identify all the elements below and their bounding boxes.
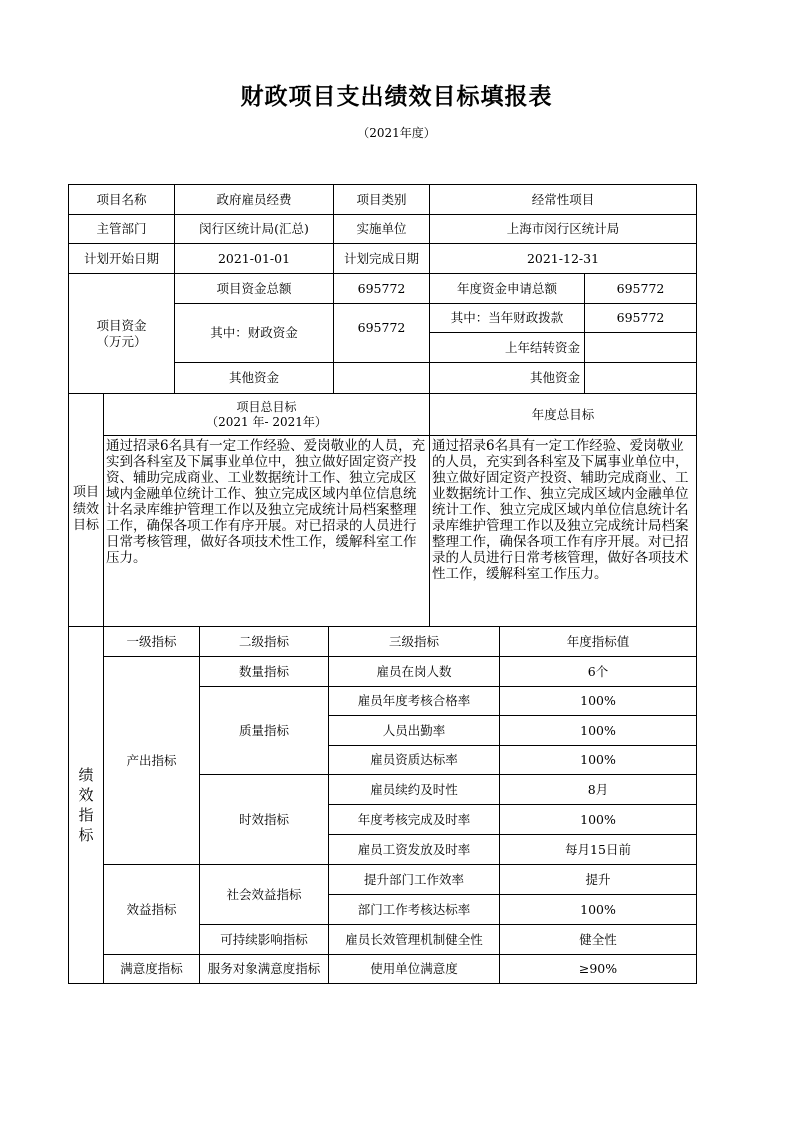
form-year: （2021年度） <box>357 126 436 140</box>
funds-fiscal-label: 其中：财政资金 <box>174 303 333 362</box>
level3-row: 雇员长效管理机制健全性 <box>328 924 499 954</box>
value-row: 6个 <box>499 656 696 686</box>
impl-value: 上海市闵行区统计局 <box>429 214 696 243</box>
level3-row: 雇员工资发放及时率 <box>328 834 499 864</box>
value-row: 100% <box>499 686 696 715</box>
annual-goal-text: 通过招录6名具有一定工作经验、爱岗敬业的人员，充实到各科室及下属事业单位中，独立做好固定资产投资、辅助完成商业、工业数据统计工作、独立完成区域内金融单位统计工作、独立完成区域内单位信息统计名录库维护管理工作以及独立完成统计局档案整理工作，确保各项工作有序开展。对已招录的人员进行日常考核管理，做好各项技术性工作，缓解科室工作压力。 <box>432 438 689 582</box>
funds-current-alloc-value: 695772 <box>584 303 696 332</box>
value-row: ≥90% <box>499 954 696 983</box>
start-date-value: 2021-01-01 <box>174 243 333 273</box>
funds-carryover-value <box>584 332 696 362</box>
table-bottom-border <box>68 983 697 984</box>
header-value: 年度指标值 <box>499 626 696 656</box>
header-level3: 三级指标 <box>328 626 499 656</box>
value-row: 每月15日前 <box>499 834 696 864</box>
value-row: 100% <box>499 745 696 774</box>
overall-goal-text: 通过招录6名具有一定工作经验、爱岗敬业的人员，充实到各科室及下属事业单位中，独立做好固定资产投资、辅助完成商业、工业数据统计工作、独立完成区域内金融单位统计工作、独立完成区域内单位信息统计名录库维护管理工作以及独立完成统计局档案整理工作，确保各项工作有序开展。对已招录的人员进行日常考核管理，做好各项技术性工作，缓解科室工作压力。 <box>106 438 426 566</box>
overall-goal-label: 项目总目标 （2021 年- 2021年） <box>103 393 429 435</box>
funds-total-label: 项目资金总额 <box>174 273 333 303</box>
level1-satisfaction: 满意度指标 <box>103 954 199 983</box>
overall-goal-cell <box>103 435 429 626</box>
level3-row: 年度考核完成及时率 <box>328 804 499 834</box>
funds-total-value: 695772 <box>333 273 429 303</box>
level3-row: 雇员续约及时性 <box>328 774 499 804</box>
level2-quantity: 数量指标 <box>199 656 328 686</box>
value-row: 健全性 <box>499 924 696 954</box>
funds-carryover-label: 上年结转资金 <box>429 332 584 362</box>
funds-other-value <box>333 362 429 393</box>
goals-section-label: 项目 绩效 目标 <box>68 393 103 626</box>
level2-sustainability: 可持续影响指标 <box>199 924 328 954</box>
level3-row: 雇员资质达标率 <box>328 745 499 774</box>
funds-annual-value: 695772 <box>584 273 696 303</box>
end-date-label: 计划完成日期 <box>333 243 429 273</box>
level3-row: 雇员在岗人数 <box>328 656 499 686</box>
level2-quality: 质量指标 <box>199 686 328 774</box>
value-row: 100% <box>499 894 696 924</box>
value-row: 100% <box>499 715 696 745</box>
form-title: 财政项目支出绩效目标填报表 <box>240 84 553 110</box>
funds-other2-label: 其他资金 <box>429 362 584 393</box>
start-date-label: 计划开始日期 <box>68 243 174 273</box>
project-type-label: 项目类别 <box>333 184 429 214</box>
funds-current-alloc-label: 其中：当年财政拨款 <box>429 303 584 332</box>
level3-row: 使用单位满意度 <box>328 954 499 983</box>
project-type-value: 经常性项目 <box>429 184 696 214</box>
funds-other2-value <box>584 362 696 393</box>
funds-section-label: 项目资金 （万元） <box>68 273 174 393</box>
level2-social-benefit: 社会效益指标 <box>199 864 328 924</box>
level3-row: 人员出勤率 <box>328 715 499 745</box>
level3-row: 部门工作考核达标率 <box>328 894 499 924</box>
value-row: 8月 <box>499 774 696 804</box>
annual-goal-label: 年度总目标 <box>429 393 696 435</box>
level3-row: 提升部门工作效率 <box>328 864 499 894</box>
funds-annual-label: 年度资金申请总额 <box>429 273 584 303</box>
end-date-value: 2021-12-31 <box>429 243 696 273</box>
dept-value: 闵行区统计局(汇总) <box>174 214 333 243</box>
project-name-value: 政府雇员经费 <box>174 184 333 214</box>
header-level1: 一级指标 <box>103 626 199 656</box>
funds-other-label: 其他资金 <box>174 362 333 393</box>
funds-fiscal-value: 695772 <box>333 303 429 362</box>
annual-goal-cell <box>429 435 696 626</box>
level1-benefit: 效益指标 <box>103 864 199 954</box>
level1-output: 产出指标 <box>103 656 199 864</box>
value-row: 提升 <box>499 864 696 894</box>
dept-label: 主管部门 <box>68 214 174 243</box>
project-name-label: 项目名称 <box>68 184 174 214</box>
value-row: 100% <box>499 804 696 834</box>
level2-service-satisfaction: 服务对象满意度指标 <box>199 954 328 983</box>
table-right-border <box>696 184 697 984</box>
indicators-section-label: 绩 效 指 标 <box>68 626 103 983</box>
header-level2: 二级指标 <box>199 626 328 656</box>
level3-row: 雇员年度考核合格率 <box>328 686 499 715</box>
level2-timeliness: 时效指标 <box>199 774 328 864</box>
impl-label: 实施单位 <box>333 214 429 243</box>
